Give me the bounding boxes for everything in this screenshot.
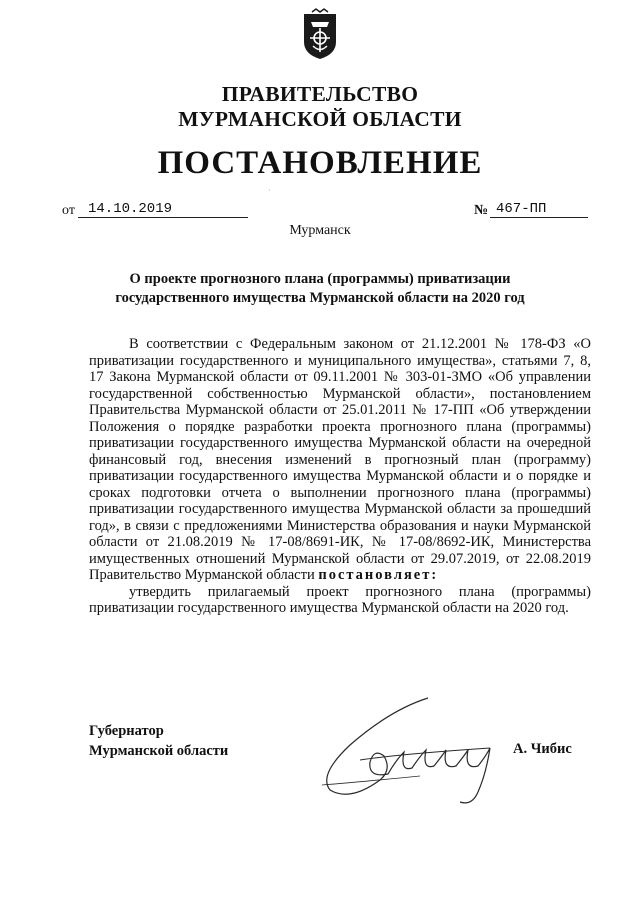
date-number-row [62, 201, 582, 223]
body-paragraph-1 [89, 336, 591, 584]
document-body [89, 336, 591, 617]
document-date: 14.10.2019 [78, 201, 248, 218]
document-type-title: ПОСТАНОВЛЕНИЕ [157, 145, 483, 181]
government-line-1: ПРАВИТЕЛЬСТВО [221, 82, 419, 106]
government-name [0, 82, 640, 132]
signatory-name: А. Чибис [513, 741, 572, 757]
document-number: 467-ПП [490, 201, 588, 218]
date-label: от [62, 203, 75, 218]
signatory-title-line-1: Губернатор [89, 723, 164, 739]
handwritten-signature [300, 690, 510, 810]
city: Мурманск [289, 223, 351, 238]
coat-of-arms-icon [302, 8, 338, 60]
signatory-title-line-2: Мурманской области [89, 743, 229, 759]
resolves-word: постановляет: [318, 567, 439, 583]
body-paragraph-2: утвердить прилагаемый проект прогнозного плана (программы) приватизации государственного имущества Мурманской области на 2020 год. [89, 583, 591, 616]
number-label: № [474, 203, 489, 218]
signatory-title [89, 721, 228, 761]
body-paragraph-1-text: В соответствии с Федеральным законом от 21.12.2001 № 178-ФЗ «О приватизации государственного и муниципального имущества», статьями 7, 8, 17 Закона Мурманской области от 09.11.2001 № 303-01-ЗМО «Об управлении государственной собственностью Мурманской области», постановлением Правительства Мурманской области от 25.01.2011 № 17-ПП «Об утверждении Положения о порядке разработки проекта прогнозного плана (программы) приватизации государственного имущества Мурманской области на очередной финансовый год, внесения изменений в прогнозный план (программу) приватизации государственного имущества Мурманской области и о порядке и сроках подготовки отчета о выполнении прогнозного плана (программы) приватизации государственного имущества Мурманской области за прошедший год», в связи с предложениями Министерства образования и науки Мурманской области от 21.08.2019 № 17-08/8691-ИК, № 17-08/8692-ИК, Министерства имущественных отношений Мурманской области от 29.07.2019, от 22.08.2019 Правительство Мурманской области [89, 336, 591, 583]
subject-line-1: О проекте прогнозного плана (программы) приватизации [129, 271, 511, 287]
document-subject [80, 270, 560, 308]
subject-line-2: государственного имущества Мурманской области на 2020 год [115, 290, 525, 306]
government-line-2: МУРМАНСКОЙ ОБЛАСТИ [178, 107, 462, 131]
